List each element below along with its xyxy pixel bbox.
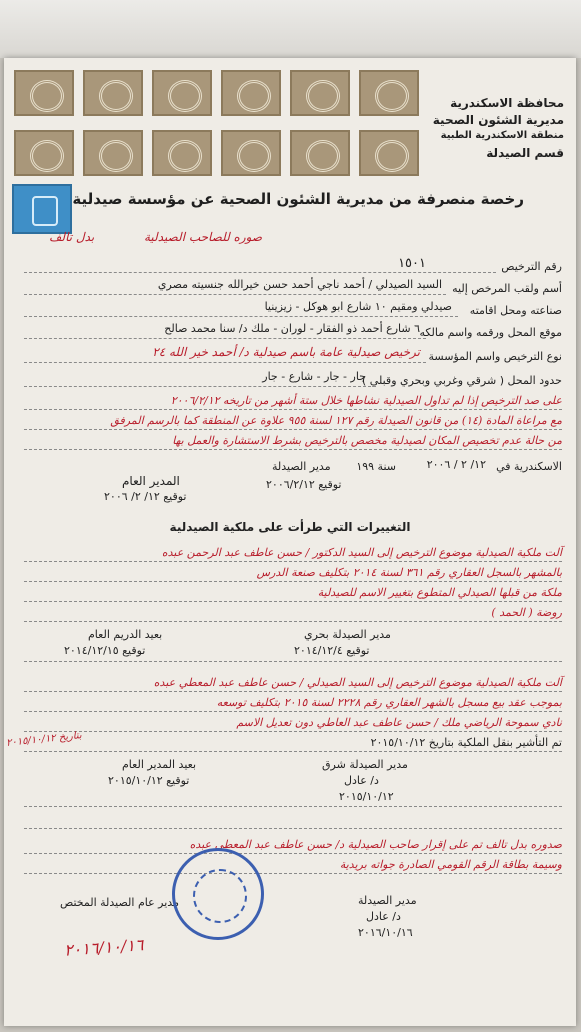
dotted-line: [24, 873, 562, 874]
blue-revenue-stamp: [12, 184, 72, 234]
revenue-stamp: [83, 70, 143, 116]
dotted-line: [24, 362, 426, 363]
changes-section-title: التغييرات التي طرأت على ملكية الصيدلية: [169, 520, 411, 534]
boundaries-label: حدود المحل ( شرقي وغربي وبحري وقبلي ): [362, 374, 562, 387]
change-2-right-sig-title: مدير الصيدلة شرق: [322, 758, 408, 771]
license-number-label: رقم الترخيص: [501, 260, 562, 273]
residence-label: صناعته ومحل اقامته: [469, 304, 562, 317]
dotted-line: [24, 338, 426, 339]
residence-value: صيدلي ومقيم ١٠ شارع ابو هوكل - زيزينيا: [264, 300, 452, 313]
change-line: ملكة من قبلها الصيدلي المتطوع بتغيير الاسم للصيدلية: [317, 586, 562, 599]
dotted-line: [24, 429, 562, 430]
date-value: ١٢/ ٢ / ٢٠٠٦: [426, 458, 486, 471]
license-type-label: نوع الترخيص واسم المؤسسة: [428, 350, 562, 363]
change-line: آلت ملكية الصيدلية موضوع الترخيص إلى السيد الصيدلي / حسن عاطف عبد المعطي عبده: [153, 676, 562, 689]
dotted-line: [24, 272, 496, 273]
dotted-line: [24, 449, 562, 450]
change-2-right-date: ٢٠١٥/١٠/١٢: [339, 790, 394, 803]
dotted-line: [24, 409, 562, 410]
change-3-right-date: ٢٠١٦/١٠/١٦: [358, 926, 413, 939]
background-top: [0, 0, 581, 58]
revenue-stamp: [221, 130, 281, 176]
official-seal: [172, 848, 264, 940]
dotted-line: [24, 711, 562, 712]
dotted-line: [24, 731, 562, 732]
replacement-note: بدل تالف: [49, 230, 95, 244]
directorate-heading: مديرية الشئون الصحية: [432, 113, 564, 127]
governorate-heading: محافظة الاسكندرية: [450, 96, 564, 110]
dotted-line: [24, 294, 446, 295]
department-heading: قسم الصيدلة: [486, 146, 564, 160]
change-1-left-sig: توقيع ٢٠١٤/١٢/١٥: [64, 644, 146, 657]
revenue-stamp: [290, 130, 350, 176]
change-3-left-sig-title: مدير عام الصيدلة المختص: [60, 896, 179, 909]
dotted-line: [24, 853, 562, 854]
change-3-right-sig-title: مدير الصيدلة: [358, 894, 417, 907]
dotted-line: [24, 316, 458, 317]
change-line: تم التأشير بنقل الملكية بتاريخ ٢٠١٥/١٠/١٢: [370, 736, 562, 749]
year-label: سنة ١٩٩: [356, 460, 396, 473]
license-type-value: ترخيص صيدلية عامة باسم صيدلية د/ أحمد خير الله ٢٤: [152, 345, 420, 359]
general-director-signature: توقيع ١٢/ ٢/ ٢٠٠٦: [104, 490, 187, 503]
condition-line: مع مراعاة المادة (١٤) من قانون الصيدلة رقم ١٢٧ لسنة ٩٥٥ علاوة عن المنطقة كما بالرسم المرفق: [110, 414, 562, 427]
revenue-stamp: [359, 130, 419, 176]
pharmacy-director-title: مدير الصيدلة: [272, 460, 331, 473]
revenue-stamp: [14, 130, 74, 176]
dotted-line: [24, 691, 562, 692]
dotted-line: [24, 806, 562, 807]
zone-heading: منطقة الاسكندرية الطبية: [440, 130, 564, 141]
change-2-left-note: بتاريخ ٢٠١٥/١٠/١٢: [5, 730, 83, 749]
location-label: موقع المحل ورقمه واسم مالكه: [419, 326, 562, 339]
document-title: رخصة منصرفة من مديرية الشئون الصحية عن مؤسسة صيدلية: [72, 190, 524, 208]
condition-line: على صد الترخيص إذا لم تداول الصيدلية نشاطها خلال ستة أشهر من تاريخه ٢٠٠٦/٢/١٢: [170, 394, 562, 407]
dotted-line: [24, 621, 562, 622]
change-line: روضة ( الحمد ): [491, 606, 562, 619]
revenue-stamp: [152, 130, 212, 176]
license-document: [4, 58, 576, 1026]
change-line: بموجب عقد بيع مسجل بالشهر العقاري رقم ٢٢٢٨ لسنة ٢٠١٥ بتكليف توسعه: [216, 696, 562, 709]
dotted-line: [24, 751, 562, 752]
condition-line: من حالة عدم تخصيص المكان لصيدلية مخصص بالترخيص بشرط الاستشارة والعمل بها: [172, 434, 562, 447]
date-label: الاسكندرية في: [496, 460, 562, 473]
change-line: بالمشهر بالسجل العقاري رقم ٣٦١ لسنة ٢٠١٤ بتكليف صنعة الدرس: [256, 566, 562, 579]
change-2-left-sig: توقيع ٢٠١٥/١٠/١٢: [108, 774, 190, 787]
revenue-stamp: [83, 130, 143, 176]
revenue-stamp: [152, 70, 212, 116]
licensee-name-value: السيد الصيدلي / أحمد ناجي أحمد حسن خيرالله جنسيته مصري: [157, 278, 442, 291]
change-line: آلت ملكية الصيدلية موضوع الترخيص إلى السيد الدكتور / حسن عاطف عبد الرحمن عبده: [161, 546, 562, 559]
revenue-stamp: [290, 70, 350, 116]
revenue-stamp: [14, 70, 74, 116]
copy-label: صوره للصاحب الصيدلية: [144, 230, 263, 244]
boundaries-value: جار - جار - شارع - جار: [262, 370, 366, 383]
revenue-stamp: [359, 70, 419, 116]
licensee-name-label: أسم ولقب المرخص إليه: [452, 282, 562, 295]
revenue-stamp: [221, 70, 281, 116]
pharmacy-director-signature: توقيع ٢٠٠٦/٢/١٢: [266, 478, 342, 491]
change-2-right-sig: د/ عادل: [344, 774, 379, 787]
change-1-right-sig: توقيع ٢٠١٤/١٢/٤: [294, 644, 370, 657]
change-line: صدوره بدل تالف تم على إقرار صاحب الصيدلية د/ حسن عاطف عبد المعطي عبده: [189, 838, 562, 851]
dotted-line: [24, 561, 562, 562]
license-number-value: ١٥٠١: [398, 256, 426, 271]
dotted-line: [24, 601, 562, 602]
dotted-line: [24, 386, 376, 387]
change-2-left-sig-title: بعيد المدير العام: [122, 758, 197, 771]
dotted-line: [24, 661, 562, 662]
location-value: ٦ شارع أحمد ذو الفقار - لوران - ملك د/ سنا محمد صالح: [164, 322, 420, 335]
dotted-line: [24, 828, 562, 829]
general-director-label: المدير العام: [122, 474, 180, 488]
change-1-left-sig-title: بعيد الدريم العام: [88, 628, 163, 641]
change-line: نادي سموحة الرياضي ملك / حسن عاطف عبد العاطي دون تعديل الاسم: [236, 716, 562, 729]
change-line: وسيمة بطاقة الرقم القومي الصادرة جواته بريدية: [339, 858, 562, 871]
revenue-stamps: [14, 70, 424, 190]
change-1-right-sig-title: مدير الصيدلة بحري: [304, 628, 391, 641]
change-3-left-sig: ٢٠١٦/١٠/١٦: [63, 935, 145, 960]
change-3-right-sig: د/ عادل: [366, 910, 401, 923]
dotted-line: [24, 581, 562, 582]
